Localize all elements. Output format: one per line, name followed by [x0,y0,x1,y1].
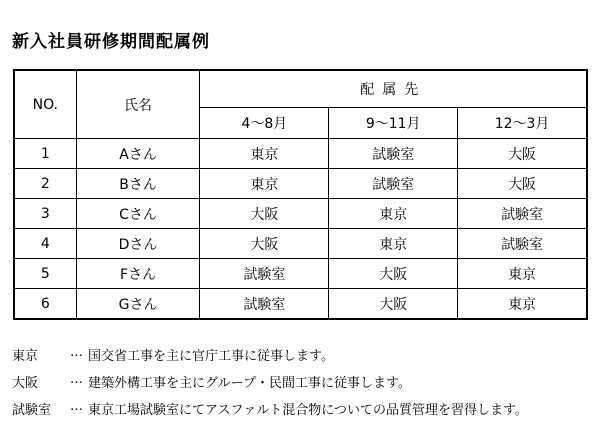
note-key: 試験室 [12,403,52,418]
note-separator: … [70,399,83,414]
header-row-top [14,70,587,108]
cell-no: 6 [14,289,76,320]
cell-period-2: 大阪 [329,259,458,289]
note-key: 東京 [12,349,39,364]
cell-period-2: 東京 [329,229,458,259]
note-text: 国交省工事を主に官庁工事に従事します。 [88,349,334,364]
header-period-1: 4～8月 [200,108,329,139]
note-separator: … [70,372,83,387]
cell-name: Dさん [76,229,200,259]
cell-period-1: 大阪 [200,229,329,259]
cell-no: 3 [14,199,76,229]
cell-period-3: 大阪 [458,139,587,169]
note-tokyo [12,345,528,372]
header-department: 配属先 [200,70,587,108]
table-row [14,169,587,199]
cell-period-3: 大阪 [458,169,587,199]
cell-period-2: 試験室 [329,169,458,199]
note-text: 建築外構工事を主にグループ・民間工事に従事します。 [88,376,411,391]
cell-period-3: 東京 [458,259,587,289]
note-key: 大阪 [12,376,39,391]
cell-no: 1 [14,139,76,169]
note-lab [12,399,528,426]
cell-period-1: 試験室 [200,259,329,289]
cell-no: 5 [14,259,76,289]
cell-period-1: 試験室 [200,289,329,320]
header-period-3: 12～3月 [458,108,587,139]
cell-period-3: 試験室 [458,199,587,229]
table-row [14,229,587,259]
cell-period-1: 東京 [200,169,329,199]
cell-period-2: 大阪 [329,289,458,320]
cell-period-1: 東京 [200,139,329,169]
cell-period-1: 大阪 [200,199,329,229]
header-name: 氏名 [76,70,200,139]
assignment-table [13,69,588,320]
note-text: 東京工場試験室にてアスファルト混合物についての品質管理を習得します。 [88,403,528,418]
page-title: 新入社員研修期間配属例 [12,32,210,52]
note-osaka [12,372,528,399]
cell-no: 4 [14,229,76,259]
cell-name: Aさん [76,139,200,169]
cell-period-2: 東京 [329,199,458,229]
cell-name: Gさん [76,289,200,320]
cell-period-3: 試験室 [458,229,587,259]
table-row [14,139,587,169]
cell-name: Bさん [76,169,200,199]
note-separator: … [70,345,83,360]
cell-no: 2 [14,169,76,199]
table-row [14,289,587,320]
header-no: NO. [14,70,76,139]
table-row [14,199,587,229]
notes-legend [12,345,528,426]
cell-period-2: 試験室 [329,139,458,169]
cell-name: Cさん [76,199,200,229]
header-period-2: 9～11月 [329,108,458,139]
cell-period-3: 東京 [458,289,587,320]
table-row [14,259,587,289]
cell-name: Fさん [76,259,200,289]
